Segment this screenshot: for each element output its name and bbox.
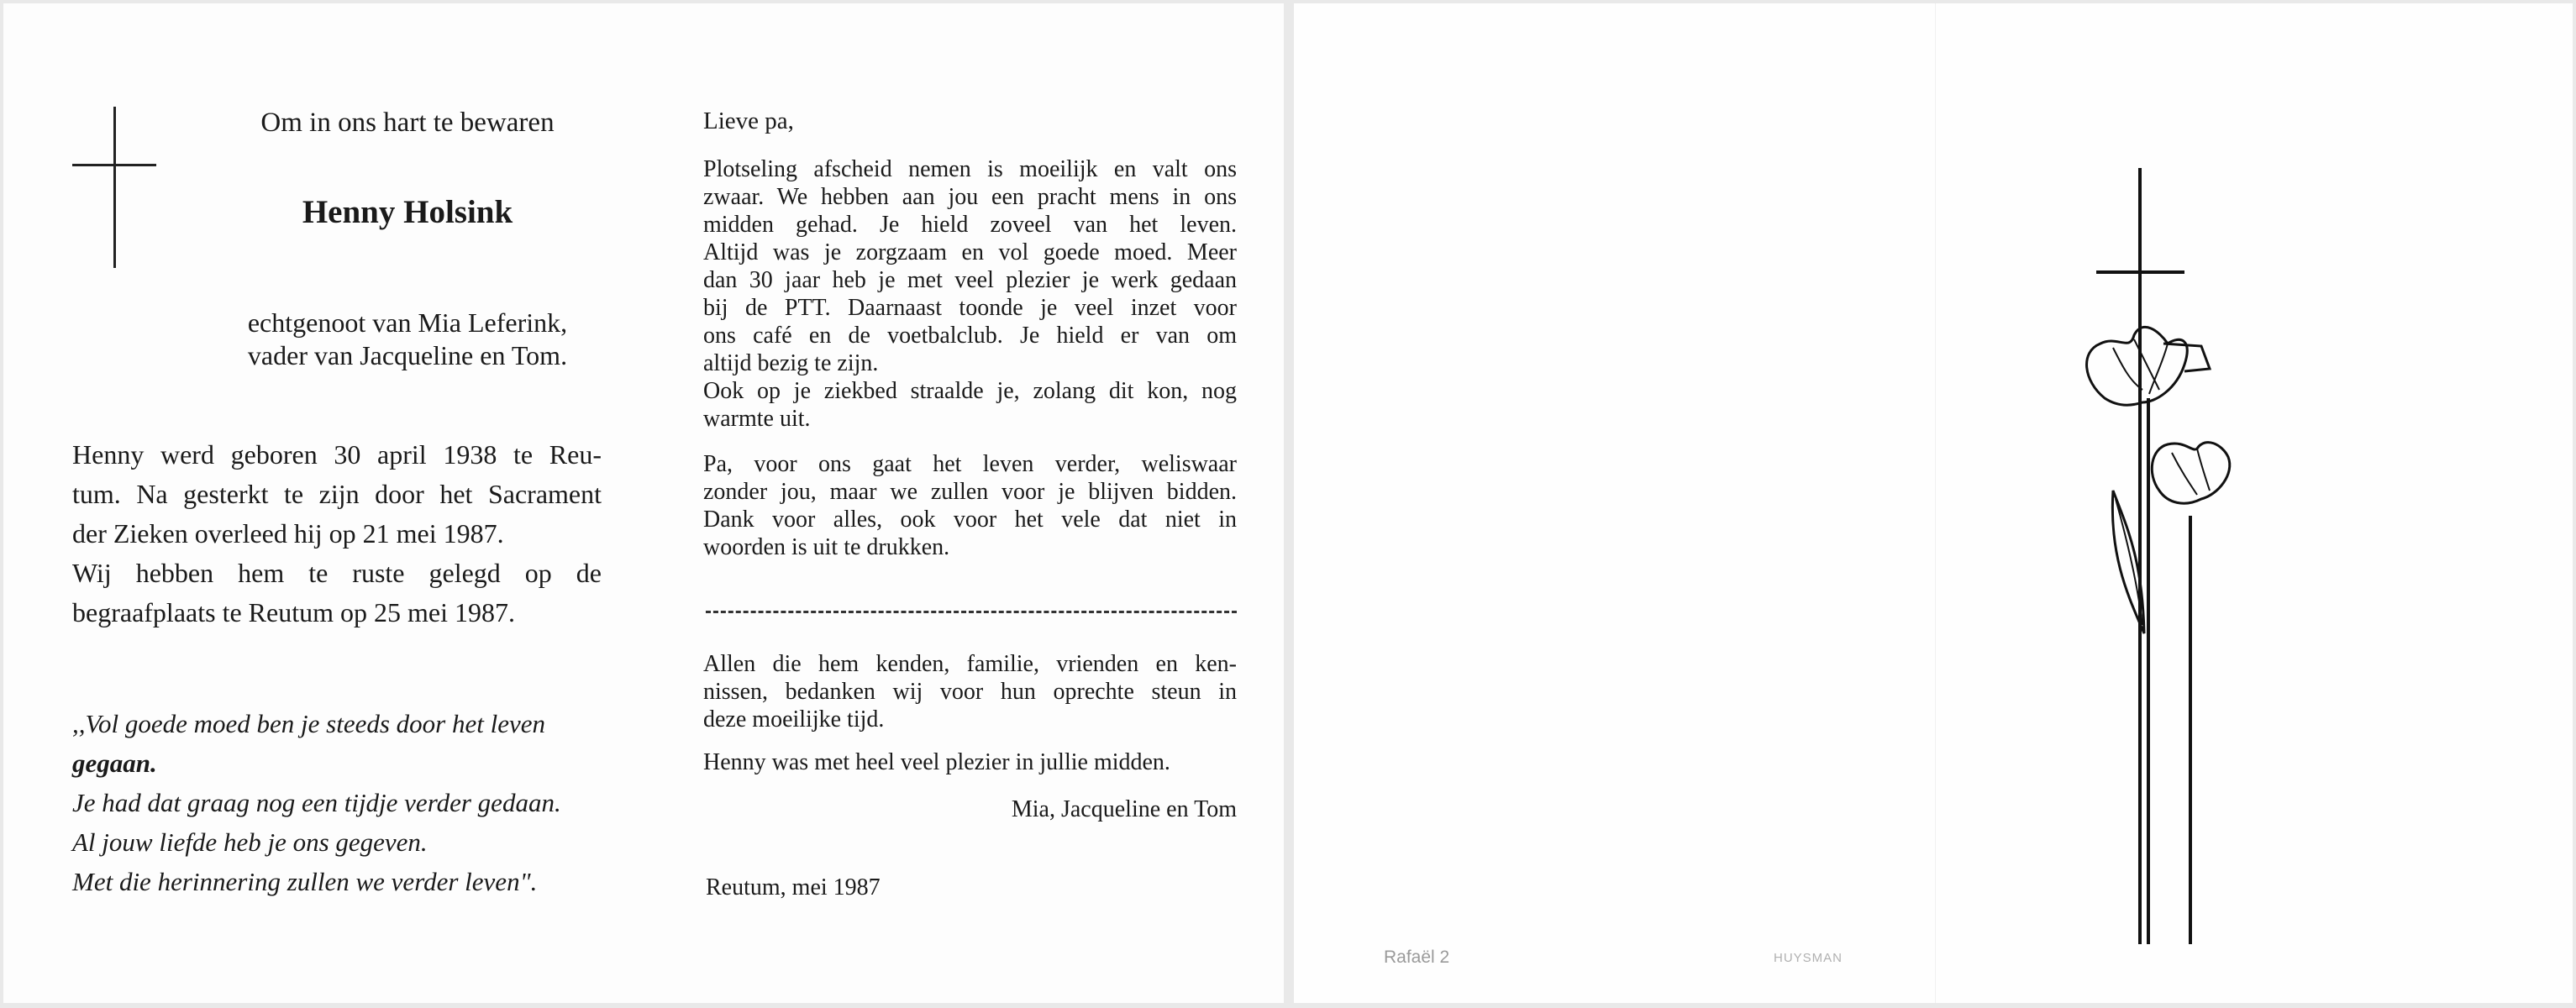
signature: Mia, Jacqueline en Tom (1011, 796, 1237, 822)
closing: Henny was met heel veel plezier in jullie midden. (703, 749, 1170, 775)
bio-line: tum. Na gesterkt te zijn door het Sacrament (72, 479, 602, 509)
design-code: Rafaël 2 (1384, 948, 1450, 967)
letter-line: ons café en de voetbalclub. Je hield er van om (703, 323, 1237, 349)
printer-name: HUYSMAN (1774, 951, 1843, 965)
letter-line: Ook op je ziekbed straalde je, zolang dit kon, nog (703, 378, 1237, 404)
relation-spouse: echtgenoot van Mia Leferink, (247, 307, 568, 338)
poem-line: gegaan. (72, 748, 157, 778)
fold-line (1935, 3, 1936, 1003)
letter-line: warmte uit. (703, 406, 811, 432)
bio-line: Henny werd geboren 30 april 1938 te Reu- (72, 439, 602, 470)
letter-line: bij de PTT. Daarnaast toonde je veel inzet voor (703, 295, 1237, 321)
cross-icon-horizontal (72, 164, 156, 166)
thanks-line: nissen, bedanken wij voor hun oprechte steun in (703, 679, 1237, 705)
bio-line: begraafplaats te Reutum op 25 mei 1987. (72, 597, 515, 627)
poem (72, 704, 610, 901)
farewell-line: zonder jou, maar we zullen voor je blijven bidden. (703, 479, 1237, 505)
poem-line: Je had dat graag nog een tijdje verder gedaan. (72, 788, 561, 817)
letter (703, 155, 1237, 433)
letter-line: zwaar. We hebben aan jou een pracht mens in ons (703, 184, 1237, 210)
poem-line: ,,Vol goede moed ben je steeds door het leven (72, 709, 545, 738)
inner-spread (3, 3, 1284, 1003)
poem-line: Al jouw liefde heb je ons gegeven. (72, 827, 428, 857)
letter-line: Altijd was je zorgzaam en vol goede moed. Meer (703, 239, 1237, 265)
heading: Om in ons hart te bewaren (260, 108, 555, 138)
farewell-line: Dank voor alles, ook voor het vele dat niet in (703, 507, 1237, 533)
cross-icon-vertical (113, 107, 116, 268)
place-date: Reutum, mei 1987 (706, 874, 881, 900)
thanks (703, 650, 1237, 733)
biography (72, 435, 602, 633)
thanks-line: deze moeilijke tijd. (703, 706, 885, 732)
poem-line: Met die herinnering zullen we verder leven". (72, 867, 538, 896)
relation-children: vader van Jacqueline en Tom. (247, 340, 568, 370)
dashed-divider (706, 611, 1237, 613)
farewell-line: Pa, voor ons gaat het leven verder, weliswaar (703, 451, 1237, 477)
letter-line: Plotseling afscheid nemen is moeilijk en valt ons (703, 156, 1237, 182)
farewell (703, 450, 1237, 561)
letter-line: midden gehad. Je hield zoveel van het leven. (703, 212, 1237, 238)
bio-line: der Zieken overleed hij op 21 mei 1987. (72, 518, 504, 549)
cross-with-roses-icon (2050, 163, 2268, 953)
salutation: Lieve pa, (703, 108, 794, 134)
letter-line: altijd bezig te zijn. (703, 350, 879, 376)
bio-line: Wij hebben hem te ruste gelegd op de (72, 558, 602, 588)
farewell-line: woorden is uit te drukken. (703, 534, 950, 560)
letter-line: dan 30 jaar heb je met veel plezier je werk gedaan (703, 267, 1237, 293)
cover-spread (1294, 3, 2573, 1003)
deceased-name: Henny Holsink (302, 194, 513, 230)
thanks-line: Allen die hem kenden, familie, vrienden en ken- (703, 651, 1237, 677)
